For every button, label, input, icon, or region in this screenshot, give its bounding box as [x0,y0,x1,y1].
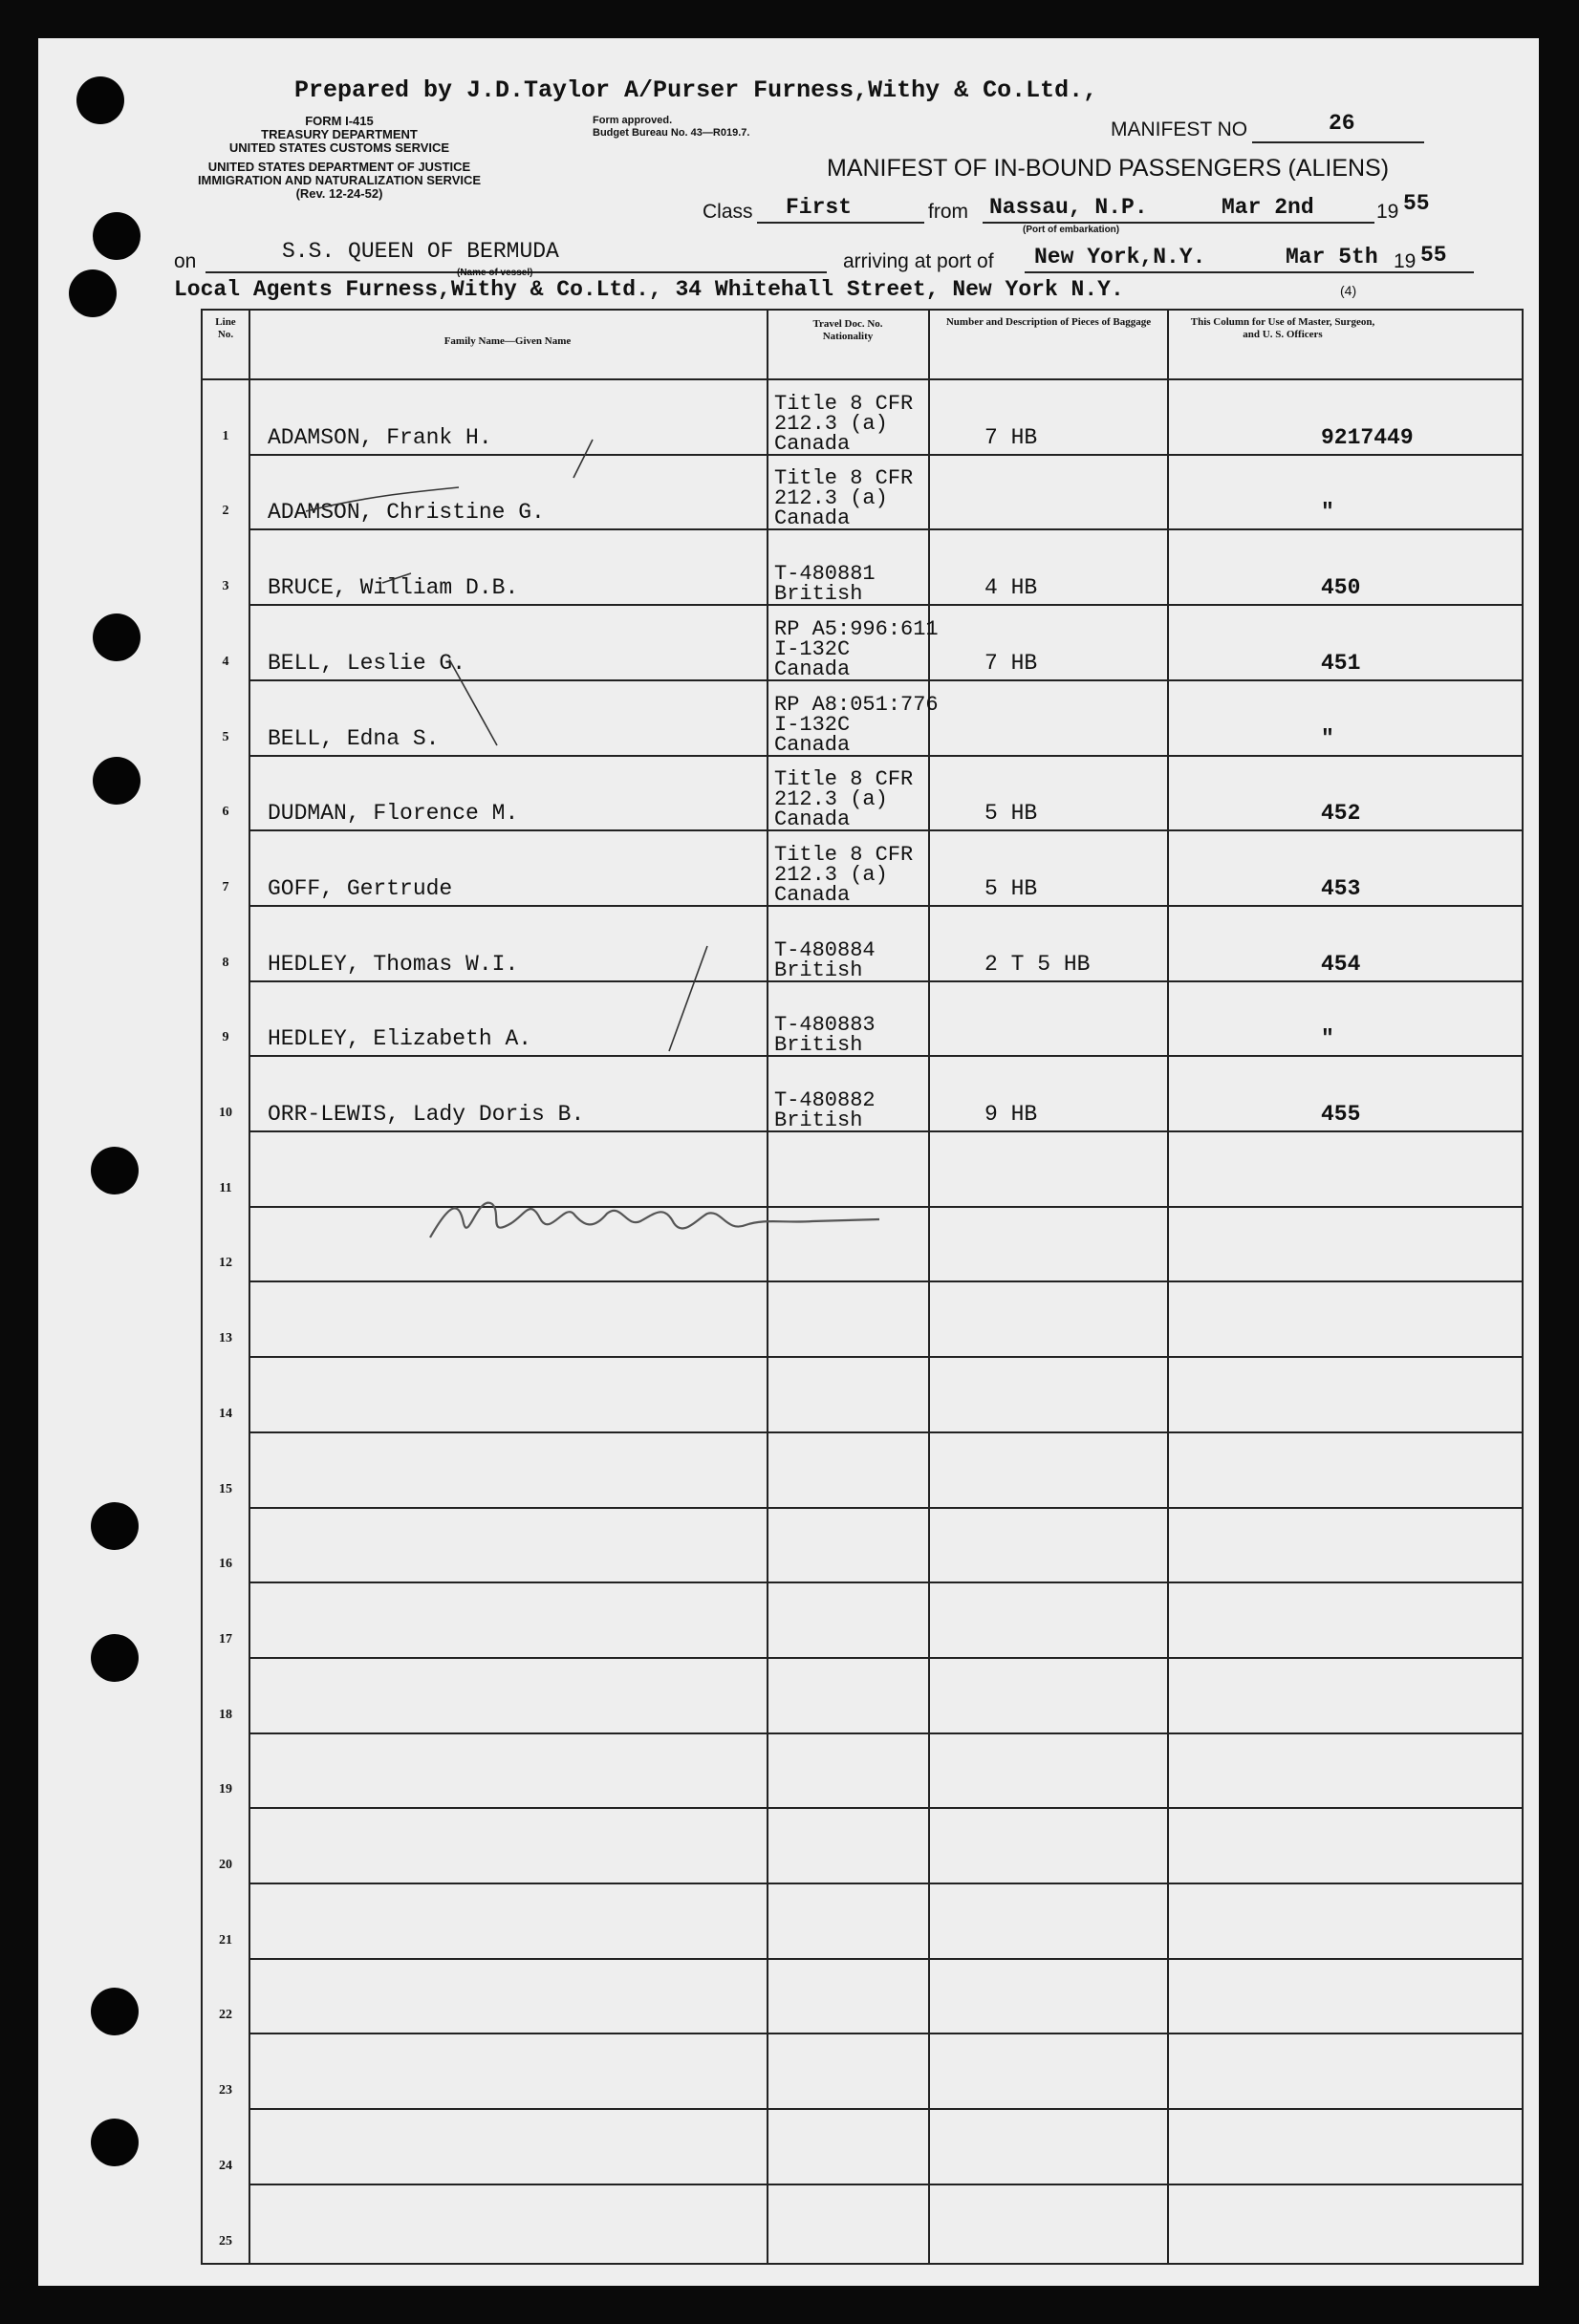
baggage: 7 HB [984,650,1038,676]
travel-doc: Title 8 CFR 212.3 (a) Canada [774,391,914,456]
row-divider [249,1958,1522,1960]
form-line: UNITED STATES DEPARTMENT OF JUSTICE [207,160,471,174]
line-number: 25 [219,2233,232,2249]
baggage: 7 HB [984,424,1038,450]
travel-doc: T-480883 British [774,1013,876,1058]
line-number: 8 [222,955,229,970]
binder-hole [69,269,117,317]
binder-hole [91,1634,139,1682]
prepared-by-line: Prepared by J.D.Taylor A/Purser Furness,Withy & Co.Ltd., [294,76,1098,104]
passenger-name: HEDLEY, Elizabeth A. [268,1026,532,1052]
binder-hole [93,212,141,260]
form-approved-line: Form approved. [593,115,673,126]
arrival-date: Mar 5th [1286,245,1378,269]
row-divider [249,1657,1522,1659]
line-number: 15 [219,1481,232,1496]
arrival-year: 55 [1420,243,1447,268]
officer-entry: " [1321,1026,1334,1052]
line-number: 9 [222,1030,229,1045]
line-number: 4 [222,654,229,669]
from-label: from [928,201,968,223]
from-value: Nassau, N.P. [989,195,1148,220]
line-number: 23 [219,2083,232,2098]
officer-entry: 455 [1321,1102,1361,1127]
form-approved-block [593,115,749,140]
class-underline [757,222,924,224]
row-divider [249,1280,1522,1282]
binder-hole [93,757,141,805]
manifest-no-label: MANIFEST NO [1111,118,1248,140]
line-number: 16 [219,1557,232,1572]
depart-year-prefix: 19 [1376,201,1399,223]
passenger-name: HEDLEY, Thomas W.I. [268,951,519,977]
travel-doc: T-480881 British [774,562,876,607]
line-number: 14 [219,1406,232,1421]
form-line: (Rev. 12-24-52) [295,186,383,201]
binder-hole [76,76,124,124]
line-number: 10 [219,1106,232,1120]
header-line-no: Line No. [215,316,236,340]
line-number: 2 [222,504,229,519]
manifest-no-value: 26 [1329,111,1355,136]
travel-doc: Title 8 CFR 212.3 (a) Canada [774,767,914,832]
passenger-name: BELL, Edna S. [268,725,440,751]
arrival-year-prefix: 19 [1394,250,1417,272]
travel-doc: Title 8 CFR 212.3 (a) Canada [774,842,914,907]
manifest-title: MANIFEST OF IN-BOUND PASSENGERS (ALIENS) [827,155,1390,182]
header-travel-doc: Travel Doc. No. Nationality [812,318,883,342]
row-divider [249,2108,1522,2110]
officer-entry: 451 [1321,650,1361,676]
form-line: FORM I-415 [305,114,374,128]
vessel-name: S.S. QUEEN OF BERMUDA [282,239,559,264]
manifest-page [38,38,1539,2286]
passenger-name: BELL, Leslie G. [268,650,466,676]
binder-hole [91,1502,139,1550]
depart-date: Mar 2nd [1222,195,1314,220]
header-baggage: Number and Description of Pieces of Baggage [945,316,1152,328]
row-divider [249,1507,1522,1509]
travel-doc: RP A5:996:611 I-132C Canada [774,616,939,681]
class-label: Class [703,201,753,223]
line-number: 1 [222,428,229,443]
officer-entry: " [1321,500,1334,526]
header-name: Family Name—Given Name [443,335,572,347]
travel-doc: RP A8:051:776 I-132C Canada [774,692,939,757]
line-number: 19 [219,1782,232,1797]
line-number: 20 [219,1858,232,1872]
line-number: 22 [219,2008,232,2023]
row-divider [249,2184,1522,2185]
header-officers: This Column for Use of Master, Surgeon, and U. S. Officers [1190,316,1375,340]
officer-entry: 453 [1321,875,1361,901]
line-number: 11 [219,1180,232,1195]
line-number: 7 [222,879,229,894]
passenger-name: BRUCE, William D.B. [268,575,519,601]
port-note: (Port of embarkation) [1023,225,1120,235]
arriving-label: arriving at port of [843,250,994,272]
binder-hole [91,1988,139,2035]
binder-hole [93,613,141,661]
travel-doc: T-480882 British [774,1088,876,1132]
form-approved-line: Budget Bureau No. 43—R019.7. [593,127,750,139]
passenger-name: DUDMAN, Florence M. [268,801,519,827]
row-divider [249,1356,1522,1358]
signature [421,1185,918,1252]
baggage: 5 HB [984,801,1038,827]
officer-entry: 9217449 [1321,424,1414,450]
officer-entry: 450 [1321,575,1361,601]
row-divider [249,1732,1522,1734]
row-divider [249,1582,1522,1583]
on-label: on [174,250,197,272]
check-marks [249,420,746,1089]
baggage: 5 HB [984,875,1038,901]
vessel-note: (Name of vessel) [457,268,533,278]
passenger-name: ADAMSON, Frank H. [268,424,492,450]
manifest-no-underline [1252,141,1424,143]
travel-doc: Title 8 CFR 212.3 (a) Canada [774,466,914,531]
form-line: IMMIGRATION AND NATURALIZATION SERVICE [197,173,482,187]
local-agents-line: Local Agents Furness,Withy & Co.Ltd., 34 Whitehall Street, New York N.Y. [174,277,1124,302]
passenger-name: ADAMSON, Christine G. [268,500,545,526]
officer-entry: 454 [1321,951,1361,977]
officer-entry: 452 [1321,801,1361,827]
line-number: 21 [219,1932,232,1947]
depart-year: 55 [1403,191,1430,216]
officer-entry: " [1321,725,1334,751]
line-number: 3 [222,579,229,594]
line-number: 6 [222,805,229,820]
line-number: 17 [219,1631,232,1646]
travel-doc: T-480884 British [774,937,876,982]
class-value: First [786,195,853,220]
baggage: 4 HB [984,575,1038,601]
row-divider [249,1431,1522,1433]
row-divider [249,1807,1522,1809]
from-underline [983,222,1374,224]
form-department-block [182,115,497,201]
row-divider [249,1130,1522,1132]
line-number: 18 [219,1707,232,1722]
passenger-name: GOFF, Gertrude [268,875,453,901]
baggage: 2 T 5 HB [984,951,1091,977]
row-divider [249,1883,1522,1884]
line-number: 24 [219,2158,232,2173]
header-divider [203,378,1522,380]
passenger-name: ORR-LEWIS, Lady Doris B. [268,1102,585,1127]
form-line: TREASURY DEPARTMENT [261,127,418,141]
binder-hole [91,2119,139,2166]
line-number: 12 [219,1256,232,1271]
binder-hole [91,1147,139,1194]
agents-note: (4) [1340,283,1357,298]
form-line: UNITED STATES CUSTOMS SERVICE [228,140,450,155]
line-number: 5 [222,729,229,744]
arrival-port: New York,N.Y. [1034,245,1206,269]
line-number: 13 [219,1331,232,1346]
row-divider [249,2033,1522,2034]
baggage: 9 HB [984,1102,1038,1127]
